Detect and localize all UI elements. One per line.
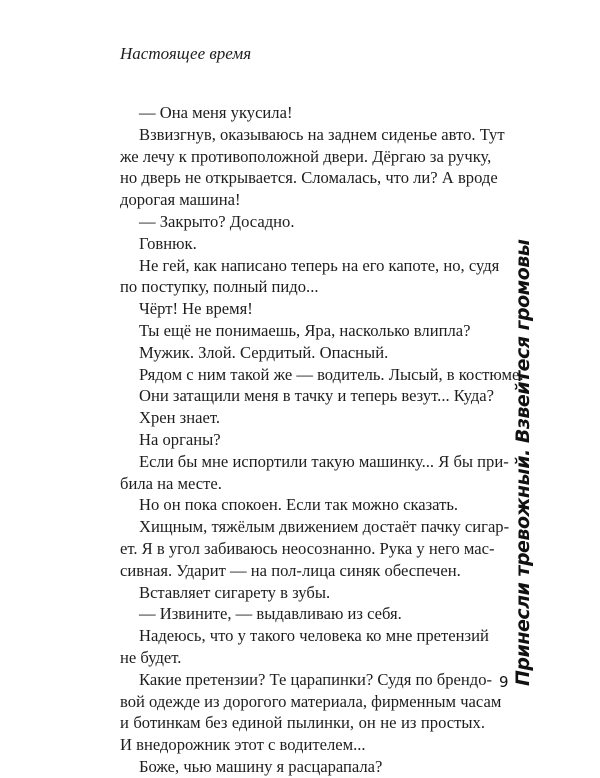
text-line: сивная. Ударит — на пол-лица синяк обеспечен. — [120, 560, 461, 580]
text-line: — Извините, — выдавливаю из себя. — [139, 604, 402, 624]
text-line: Хрен знает. — [139, 408, 220, 428]
text-line: ет. Я в угол забиваюсь неосознанно. Рука у него мас- — [120, 538, 495, 558]
text-line: била на месте. — [120, 473, 222, 493]
text-line: Чёрт! Не время! — [139, 299, 253, 319]
text-line: не будет. — [120, 647, 182, 667]
text-line: же лечу к противоположной двери. Дёргаю за ручку, — [120, 146, 492, 166]
text-line: На органы? — [139, 429, 221, 449]
text-line: Взвизгнув, оказываюсь на заднем сиденье авто. Тут — [139, 124, 505, 144]
chapter-title: Настоящее время — [120, 44, 252, 63]
text-line: Надеюсь, что у такого человека ко мне претензий — [139, 626, 489, 646]
text-line: — Она меня укусила! — [139, 103, 293, 122]
text-line: Они затащили меня в тачку и теперь везут... Куда? — [139, 386, 495, 406]
text-line: Не гей, как написано теперь на его капоте, но, судя — [139, 255, 500, 275]
text-line: Боже, чью машину я расцарапала? — [139, 756, 383, 776]
text-line: Мужик. Злой. Сердитый. Опасный. — [139, 342, 389, 362]
text-line: Если бы мне испортили такую машинку... Я бы при- — [139, 451, 509, 471]
text-line: Хищным, тяжёлым движением достаёт пачку сигар- — [139, 517, 510, 537]
text-line: Ты ещё не понимаешь, Яра, насколько влипла? — [139, 320, 471, 340]
page-number: 9 — [499, 673, 509, 691]
book-title-sidebar: Принесли тревожный. Взвейтеся громовы — [512, 239, 534, 686]
text-line: Вставляет сигарету в зубы. — [139, 582, 331, 602]
text-line: — Закрыто? Досадно. — [139, 211, 295, 231]
text-line: И внедорожник этот с водителем... — [120, 735, 366, 755]
text-line: Но он пока спокоен. Если так можно сказать. — [139, 495, 459, 515]
text-line: но дверь не открывается. Сломалась, что ли? А вроде — [120, 168, 498, 188]
text-line: Рядом с ним такой же — водитель. Лысый, в костюме. — [139, 364, 524, 384]
text-line: вой одежде из дорогого материала, фирменным часам — [120, 691, 502, 711]
text-line: дорогая машина! — [120, 190, 241, 210]
text-line: Говнюк. — [139, 233, 197, 253]
text-line: Какие претензии? Те царапинки? Судя по брендо- — [139, 669, 493, 689]
text-line: по поступку, полный пидо... — [120, 277, 319, 297]
text-line: и ботинкам без единой пылинки, он не из простых. — [120, 713, 485, 733]
